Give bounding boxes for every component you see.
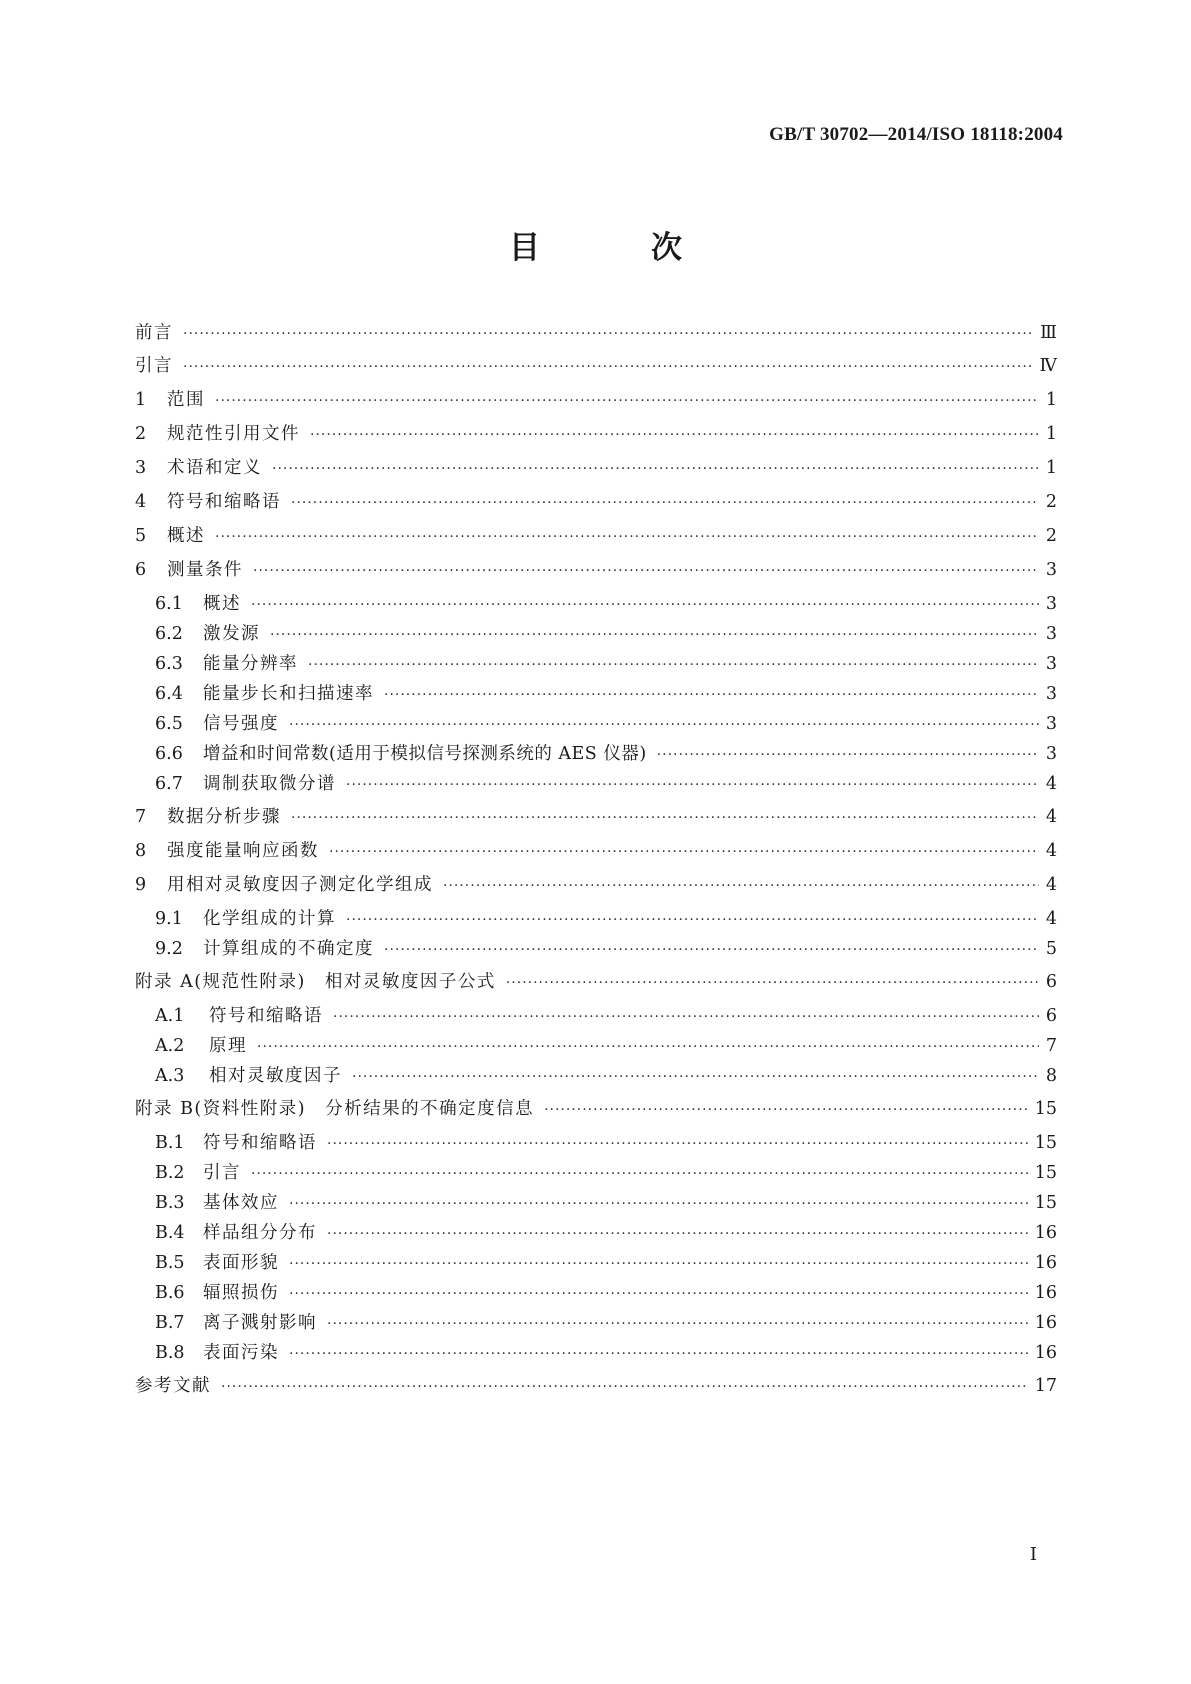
toc-entry-title: 原理 xyxy=(209,1036,247,1056)
toc-entry-title: 范围 xyxy=(167,390,205,410)
toc-leader xyxy=(289,1283,1029,1305)
toc-entry-number: B.1 xyxy=(155,1133,185,1153)
toc-entry-title: 增益和时间常数(适用于模拟信号探测系统的 AES 仪器) xyxy=(203,744,647,764)
toc-entry-title: 能量步长和扫描速率 xyxy=(203,684,374,704)
toc-leader xyxy=(327,1223,1029,1245)
toc-entry[interactable] xyxy=(135,908,1057,938)
toc-entry-title: 化学组成的计算 xyxy=(203,909,336,929)
toc-entry[interactable] xyxy=(135,938,1057,971)
toc-leader xyxy=(506,972,1039,994)
toc-leader xyxy=(657,744,1039,766)
toc-entry-number: 6.4 xyxy=(155,684,183,704)
toc-leader xyxy=(352,1066,1039,1088)
toc-leader xyxy=(327,1133,1029,1155)
toc-entry[interactable] xyxy=(135,1005,1057,1035)
toc-title: 目 次 xyxy=(509,230,722,266)
toc-entry-page: 1 xyxy=(1045,424,1057,444)
toc-entry-page: 16 xyxy=(1034,1343,1057,1363)
toc-entry[interactable] xyxy=(135,773,1057,806)
toc-leader xyxy=(329,841,1039,863)
toc-entry[interactable] xyxy=(135,1132,1057,1162)
toc-entry-number: 7 xyxy=(135,807,147,827)
toc-entry[interactable] xyxy=(135,1162,1057,1192)
toc-entry[interactable] xyxy=(135,874,1057,908)
toc-leader xyxy=(291,807,1039,829)
toc-leader xyxy=(384,684,1039,706)
toc-entry-page: 15 xyxy=(1034,1163,1057,1183)
toc-entry-number: B.8 xyxy=(155,1343,185,1363)
table-of-contents xyxy=(135,322,1057,1409)
toc-entry-number: B.5 xyxy=(155,1253,185,1273)
toc-entry-title: 参考文献 xyxy=(135,1376,211,1396)
toc-entry-page: 16 xyxy=(1034,1283,1057,1303)
toc-entry-title: 附录 A(规范性附录) 相对灵敏度因子公式 xyxy=(135,972,496,992)
toc-entry-number: 9 xyxy=(135,875,147,895)
toc-entry-title: 附录 B(资料性附录) 分析结果的不确定度信息 xyxy=(135,1099,535,1119)
toc-entry-title: 强度能量响应函数 xyxy=(167,841,319,861)
toc-entry-title: 表面污染 xyxy=(203,1343,279,1363)
toc-entry-number: B.3 xyxy=(155,1193,185,1213)
toc-entry[interactable] xyxy=(135,457,1057,491)
toc-entry-title: 离子溅射影响 xyxy=(203,1313,317,1333)
toc-entry-title: 辐照损伤 xyxy=(203,1283,279,1303)
toc-entry-title: 概述 xyxy=(167,526,205,546)
toc-entry-title: 引言 xyxy=(135,356,173,376)
toc-leader xyxy=(291,492,1039,514)
toc-leader xyxy=(183,323,1034,345)
toc-entry-title: 调制获取微分谱 xyxy=(203,774,336,794)
toc-entry-page: 1 xyxy=(1045,390,1057,410)
toc-entry-page: 4 xyxy=(1045,774,1057,794)
toc-entry[interactable] xyxy=(135,322,1057,355)
toc-entry-title: 用相对灵敏度因子测定化学组成 xyxy=(167,875,433,895)
toc-entry-number: 9.1 xyxy=(155,909,183,929)
toc-entry-number: 6 xyxy=(135,560,147,580)
toc-leader xyxy=(443,875,1039,897)
toc-entry-page: 3 xyxy=(1045,684,1057,704)
toc-entry-title: 术语和定义 xyxy=(167,458,262,478)
toc-entry-page: Ⅳ xyxy=(1039,356,1057,376)
toc-entry-page: 15 xyxy=(1034,1099,1057,1119)
toc-entry-number: 6.3 xyxy=(155,654,183,674)
toc-leader xyxy=(183,356,1034,378)
toc-entry-title: 测量条件 xyxy=(167,560,243,580)
toc-leader xyxy=(333,1006,1039,1028)
toc-leader xyxy=(251,594,1039,616)
toc-entry-page: 3 xyxy=(1045,624,1057,644)
toc-leader xyxy=(289,1193,1029,1215)
toc-entry[interactable] xyxy=(135,355,1057,389)
toc-entry-title: 基体效应 xyxy=(203,1193,279,1213)
toc-leader xyxy=(289,714,1039,736)
toc-entry-page: 4 xyxy=(1045,875,1057,895)
toc-entry-number: 9.2 xyxy=(155,939,183,959)
toc-leader xyxy=(253,560,1039,582)
toc-leader xyxy=(257,1036,1039,1058)
toc-leader xyxy=(544,1099,1029,1121)
toc-leader xyxy=(289,1253,1029,1275)
toc-leader xyxy=(308,654,1039,676)
toc-entry-title: 符号和缩略语 xyxy=(167,492,281,512)
toc-entry-title: 概述 xyxy=(203,594,241,614)
toc-entry-title: 规范性引用文件 xyxy=(167,424,300,444)
toc-entry-title: 数据分析步骤 xyxy=(167,807,281,827)
toc-entry-title: 激发源 xyxy=(203,624,260,644)
toc-entry-number: 4 xyxy=(135,492,147,512)
toc-entry-number: 6.7 xyxy=(155,774,183,794)
toc-entry-number: 1 xyxy=(135,390,147,410)
toc-entry-page: 2 xyxy=(1045,526,1057,546)
toc-entry-number: B.2 xyxy=(155,1163,185,1183)
toc-entry-number: 5 xyxy=(135,526,147,546)
toc-entry-title: 能量分辨率 xyxy=(203,654,298,674)
toc-entry[interactable] xyxy=(135,1035,1057,1065)
toc-entry[interactable] xyxy=(135,1375,1057,1409)
toc-entry[interactable] xyxy=(135,1222,1057,1252)
toc-entry-page: 15 xyxy=(1034,1133,1057,1153)
toc-entry-page: 5 xyxy=(1045,939,1057,959)
toc-entry-page: 3 xyxy=(1045,560,1057,580)
standard-code: GB/T 30702—2014/ISO 18118:2004 xyxy=(769,124,1063,145)
toc-entry-title: 表面形貌 xyxy=(203,1253,279,1273)
toc-entry[interactable] xyxy=(135,623,1057,653)
toc-entry[interactable] xyxy=(135,1192,1057,1222)
toc-entry-number: 2 xyxy=(135,424,147,444)
toc-leader xyxy=(215,390,1039,412)
toc-entry-page: 4 xyxy=(1045,807,1057,827)
toc-entry[interactable] xyxy=(135,1065,1057,1098)
toc-leader xyxy=(272,458,1039,480)
toc-entry-page: 1 xyxy=(1045,458,1057,478)
toc-entry-number: 6.5 xyxy=(155,714,183,734)
toc-entry-title: 符号和缩略语 xyxy=(209,1006,323,1026)
toc-entry[interactable] xyxy=(135,1252,1057,1282)
page-number: I xyxy=(1029,1544,1037,1565)
toc-entry[interactable] xyxy=(135,653,1057,683)
toc-entry-title: 符号和缩略语 xyxy=(203,1133,317,1153)
toc-entry-page: 7 xyxy=(1045,1036,1057,1056)
toc-entry-title: 样品组分分布 xyxy=(203,1223,317,1243)
toc-entry[interactable] xyxy=(135,559,1057,593)
toc-entry-page: 8 xyxy=(1045,1066,1057,1086)
toc-leader xyxy=(251,1163,1029,1185)
toc-entry[interactable] xyxy=(135,525,1057,559)
toc-entry-page: 4 xyxy=(1045,841,1057,861)
toc-entry-page: Ⅲ xyxy=(1040,323,1057,343)
toc-entry-page: 16 xyxy=(1034,1253,1057,1273)
toc-entry-number: 6.1 xyxy=(155,594,183,614)
toc-leader xyxy=(221,1376,1029,1398)
toc-entry[interactable] xyxy=(135,423,1057,457)
toc-entry[interactable] xyxy=(135,713,1057,743)
toc-entry-title: 前言 xyxy=(135,323,173,343)
toc-leader xyxy=(215,526,1039,548)
toc-entry-page: 3 xyxy=(1045,654,1057,674)
toc-entry[interactable] xyxy=(135,389,1057,423)
toc-entry[interactable] xyxy=(135,1282,1057,1312)
toc-entry-title: 引言 xyxy=(203,1163,241,1183)
toc-entry[interactable] xyxy=(135,840,1057,874)
toc-entry[interactable] xyxy=(135,1098,1057,1132)
toc-entry-number: A.1 xyxy=(155,1006,185,1026)
toc-leader xyxy=(327,1313,1029,1335)
toc-entry-title: 信号强度 xyxy=(203,714,279,734)
toc-entry-page: 3 xyxy=(1045,594,1057,614)
toc-entry-page: 16 xyxy=(1034,1223,1057,1243)
toc-leader xyxy=(346,909,1039,931)
toc-entry-number: A.2 xyxy=(155,1036,185,1056)
toc-entry-page: 6 xyxy=(1045,1006,1057,1026)
toc-entry-page: 17 xyxy=(1034,1376,1057,1396)
toc-entry[interactable] xyxy=(135,683,1057,713)
toc-entry-page: 3 xyxy=(1045,714,1057,734)
toc-entry-number: 3 xyxy=(135,458,147,478)
toc-entry-page: 6 xyxy=(1045,972,1057,992)
toc-entry-page: 4 xyxy=(1045,909,1057,929)
toc-entry-number: 6.6 xyxy=(155,744,183,764)
toc-entry-page: 3 xyxy=(1045,744,1057,764)
toc-leader xyxy=(384,939,1039,961)
toc-entry-number: B.7 xyxy=(155,1313,185,1333)
toc-leader xyxy=(310,424,1039,446)
toc-leader xyxy=(346,774,1039,796)
toc-entry-title: 相对灵敏度因子 xyxy=(209,1066,342,1086)
toc-leader xyxy=(270,624,1039,646)
toc-entry[interactable] xyxy=(135,1342,1057,1375)
toc-entry[interactable] xyxy=(135,971,1057,1005)
toc-entry-title: 计算组成的不确定度 xyxy=(203,939,374,959)
toc-entry[interactable] xyxy=(135,593,1057,623)
toc-entry-number: 8 xyxy=(135,841,147,861)
toc-leader xyxy=(289,1343,1029,1365)
toc-entry-number: B.4 xyxy=(155,1223,185,1243)
toc-entry-page: 16 xyxy=(1034,1313,1057,1333)
toc-entry-number: A.3 xyxy=(155,1066,185,1086)
toc-entry[interactable] xyxy=(135,491,1057,525)
toc-entry[interactable] xyxy=(135,1312,1057,1342)
toc-entry-page: 2 xyxy=(1045,492,1057,512)
toc-entry[interactable] xyxy=(135,806,1057,840)
toc-entry-page: 15 xyxy=(1034,1193,1057,1213)
toc-entry-number: B.6 xyxy=(155,1283,185,1303)
toc-entry[interactable] xyxy=(135,743,1057,773)
toc-entry-number: 6.2 xyxy=(155,624,183,644)
